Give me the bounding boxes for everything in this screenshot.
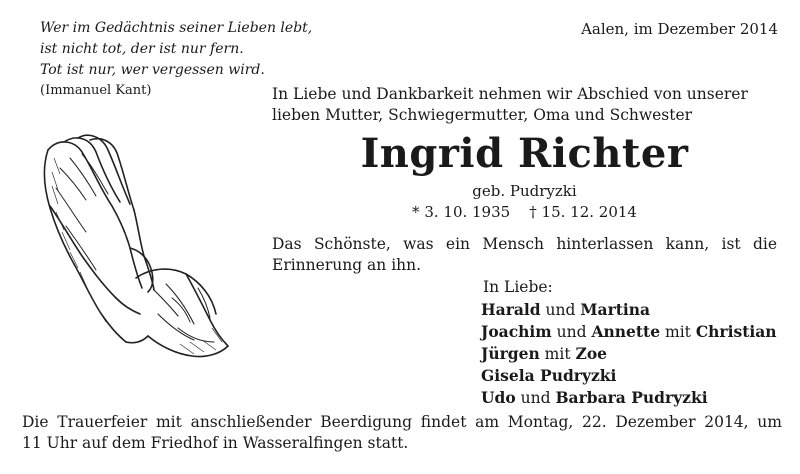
place-date: Aalen, im Dezember 2014 — [581, 20, 778, 38]
motto-line: Wer im Gedächtnis seiner Lieben lebt, — [40, 20, 313, 36]
life-dates: * 3. 10. 1935 † 15. 12. 2014 — [412, 203, 637, 221]
signatory-connector: mit — [660, 323, 696, 341]
signatory-row — [481, 343, 777, 365]
motto-line: Tot ist nur, wer vergessen wird. — [40, 62, 265, 78]
signatory-name: Joachim — [481, 322, 552, 341]
signatory-name: Udo — [481, 388, 516, 407]
signatory-name: Barbara Pudryzki — [555, 388, 708, 407]
signatories-heading: In Liebe: — [483, 278, 553, 296]
signatory-row — [481, 299, 777, 321]
signatory-connector: und — [515, 389, 556, 407]
signatory-row — [481, 365, 777, 387]
signatory-connector: und — [551, 323, 592, 341]
deceased-name: Ingrid Richter — [360, 130, 689, 177]
maiden-name: geb. Pudryzki — [472, 182, 577, 200]
intro-line: In Liebe und Dankbarkeit nehmen wir Abschied von unserer — [272, 85, 748, 103]
signatory-name: Gisela Pudryzki — [481, 366, 617, 385]
funeral-info-line: 11 Uhr auf dem Friedhof in Wasseralfingen statt. — [22, 434, 409, 452]
intro-text — [272, 84, 782, 126]
signatory-row — [481, 387, 777, 409]
intro-line: lieben Mutter, Schwiegermutter, Oma und Schwester — [272, 106, 693, 124]
signatory-name: Annette — [591, 322, 661, 341]
motto-author: (Immanuel Kant) — [40, 83, 152, 98]
praying-hands-icon — [30, 128, 235, 390]
memorial-quote — [272, 234, 777, 276]
signatory-connector: und — [540, 301, 581, 319]
signatory-name: Jürgen — [481, 344, 540, 363]
signatory-connector: mit — [539, 345, 576, 363]
funeral-info-line: Die Trauerfeier mit anschließender Beerdigung findet am Montag, 22. Dezember 2014, um — [22, 413, 782, 431]
signatory-name: Christian — [695, 322, 777, 341]
praying-hands-icon — [30, 128, 235, 390]
signatories-list — [481, 299, 777, 409]
memorial-quote-line: Das Schönste, was ein Mensch hinterlassen kann, ist die — [272, 235, 777, 253]
signatory-name: Harald — [481, 300, 541, 319]
signatory-name: Martina — [580, 300, 651, 319]
funeral-info — [22, 412, 782, 454]
signatory-row — [481, 321, 777, 343]
memorial-quote-line: Erinnerung an ihn. — [272, 256, 422, 274]
signatory-name: Zoe — [575, 344, 608, 363]
motto-line: ist nicht tot, der ist nur fern. — [40, 41, 244, 57]
